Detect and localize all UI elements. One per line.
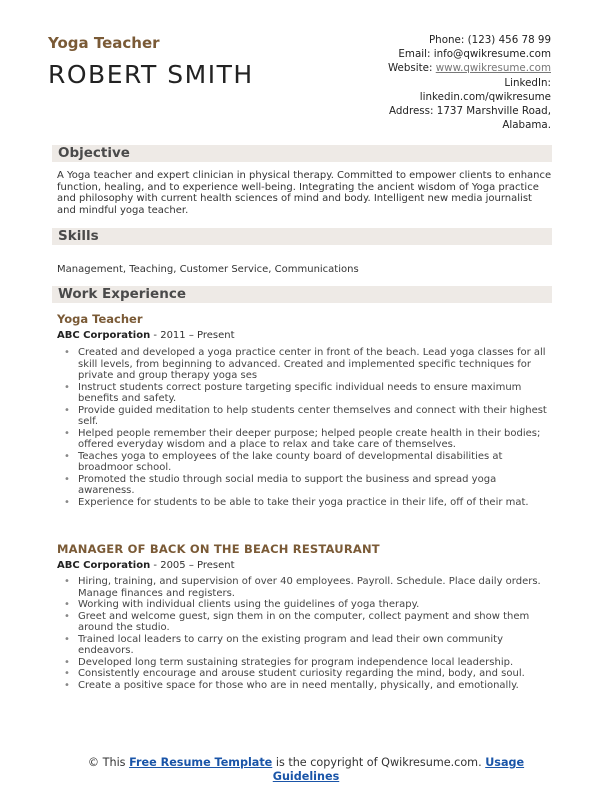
- objective-text: A Yoga teacher and expert clinician in physical therapy. Committed to empower clients to enhance function, healing, and to experience well-being. Integrating the ancient wisdom of Yoga practice and philosophy with current health sciences of mind and body. Intelligent new media journalist and mindful yoga teacher.: [57, 170, 552, 216]
- work-experience-heading: Work Experience: [58, 286, 186, 302]
- list-item: • Working with individual clients using the guidelines of yoga therapy.: [78, 599, 548, 611]
- list-item: • Create a positive space for those who are in need mentally, physically, and emotionally.: [78, 680, 548, 692]
- list-item: • Greet and welcome guest, sign them in on the computer, collect payment and show them around the studio.: [78, 611, 548, 634]
- job-1-bullets: [78, 347, 548, 508]
- contact-website: Website: www.qwikresume.com: [387, 62, 551, 75]
- objective-header: [52, 145, 552, 162]
- list-item: • Consistently encourage and arouse student curiosity regarding the mind, body, and soul.: [78, 668, 548, 680]
- list-item: • Experience for students to be able to take their yoga practice in their life, off of their mat.: [78, 497, 548, 509]
- list-item: • Instruct students correct posture targeting specific individual needs to ensure maximum benefits and safety.: [78, 382, 548, 405]
- contact-address: Address: 1737 Marshville Road,: [389, 105, 551, 118]
- free-resume-template-link[interactable]: Free Resume Template: [129, 756, 273, 769]
- work-experience-header: [52, 286, 552, 303]
- job-2-company: ABC Corporation - 2005 – Present: [57, 560, 235, 571]
- contact-phone: Phone: (123) 456 78 99: [428, 34, 551, 46]
- list-item: • Created and developed a yoga practice center in front of the beach. Lead yoga classes for all skill levels, from beginning to advanced. Created and implemented specific techniques for private and group therapy yoga ses: [78, 347, 548, 382]
- contact-linkedin: linkedin.com/qwikresume: [419, 90, 551, 103]
- contact-block: [311, 33, 551, 132]
- skills-header: [52, 228, 552, 245]
- job-1-title: Yoga Teacher: [57, 312, 143, 326]
- website-link[interactable]: www.qwikresume.com: [435, 62, 551, 75]
- objective-heading: Objective: [58, 145, 130, 161]
- list-item: • Hiring, training, and supervision of over 40 employees. Payroll. Schedule. Place daily orders. Manage finances and registers.: [78, 576, 548, 599]
- person-name: ROBERT SMITH: [48, 60, 254, 89]
- job-2-bullets: [78, 576, 548, 691]
- list-item: • Developed long term sustaining strategies for program independence local leadership.: [78, 657, 548, 669]
- list-item: • Helped people remember their deeper purpose; helped people create health in their bodies; offered everyday wisdom and a place to relax and take care of themselves.: [78, 428, 548, 451]
- contact-email: Email: info@qwikresume.com: [398, 48, 551, 61]
- list-item: • Provide guided meditation to help students center themselves and connect with their highest self.: [78, 405, 548, 428]
- job-2-title: MANAGER OF BACK ON THE BEACH RESTAURANT: [57, 542, 380, 556]
- contact-address-line2: Alabama.: [502, 119, 551, 132]
- skills-text: Management, Teaching, Customer Service, Communications: [57, 264, 359, 275]
- contact-linkedin-label: LinkedIn:: [504, 76, 551, 89]
- usage-guidelines-link-part2[interactable]: Guidelines: [272, 770, 340, 783]
- list-item: • Trained local leaders to carry on the existing program and lead their own community endeavors.: [78, 634, 548, 657]
- usage-guidelines-link-part1[interactable]: Usage: [485, 756, 525, 769]
- job-1-company: ABC Corporation - 2011 – Present: [57, 330, 235, 341]
- list-item: • Promoted the studio through social media to support the business and spread yoga awareness.: [78, 474, 548, 497]
- footer-copyright: © This Free Resume Template is the copyright of Qwikresume.com. Usage Guidelines: [87, 756, 525, 783]
- skills-heading: Skills: [58, 228, 99, 244]
- job-title: Yoga Teacher: [48, 34, 160, 52]
- list-item: • Teaches yoga to employees of the lake county board of developmental disabilities at broadmoor school.: [78, 451, 548, 474]
